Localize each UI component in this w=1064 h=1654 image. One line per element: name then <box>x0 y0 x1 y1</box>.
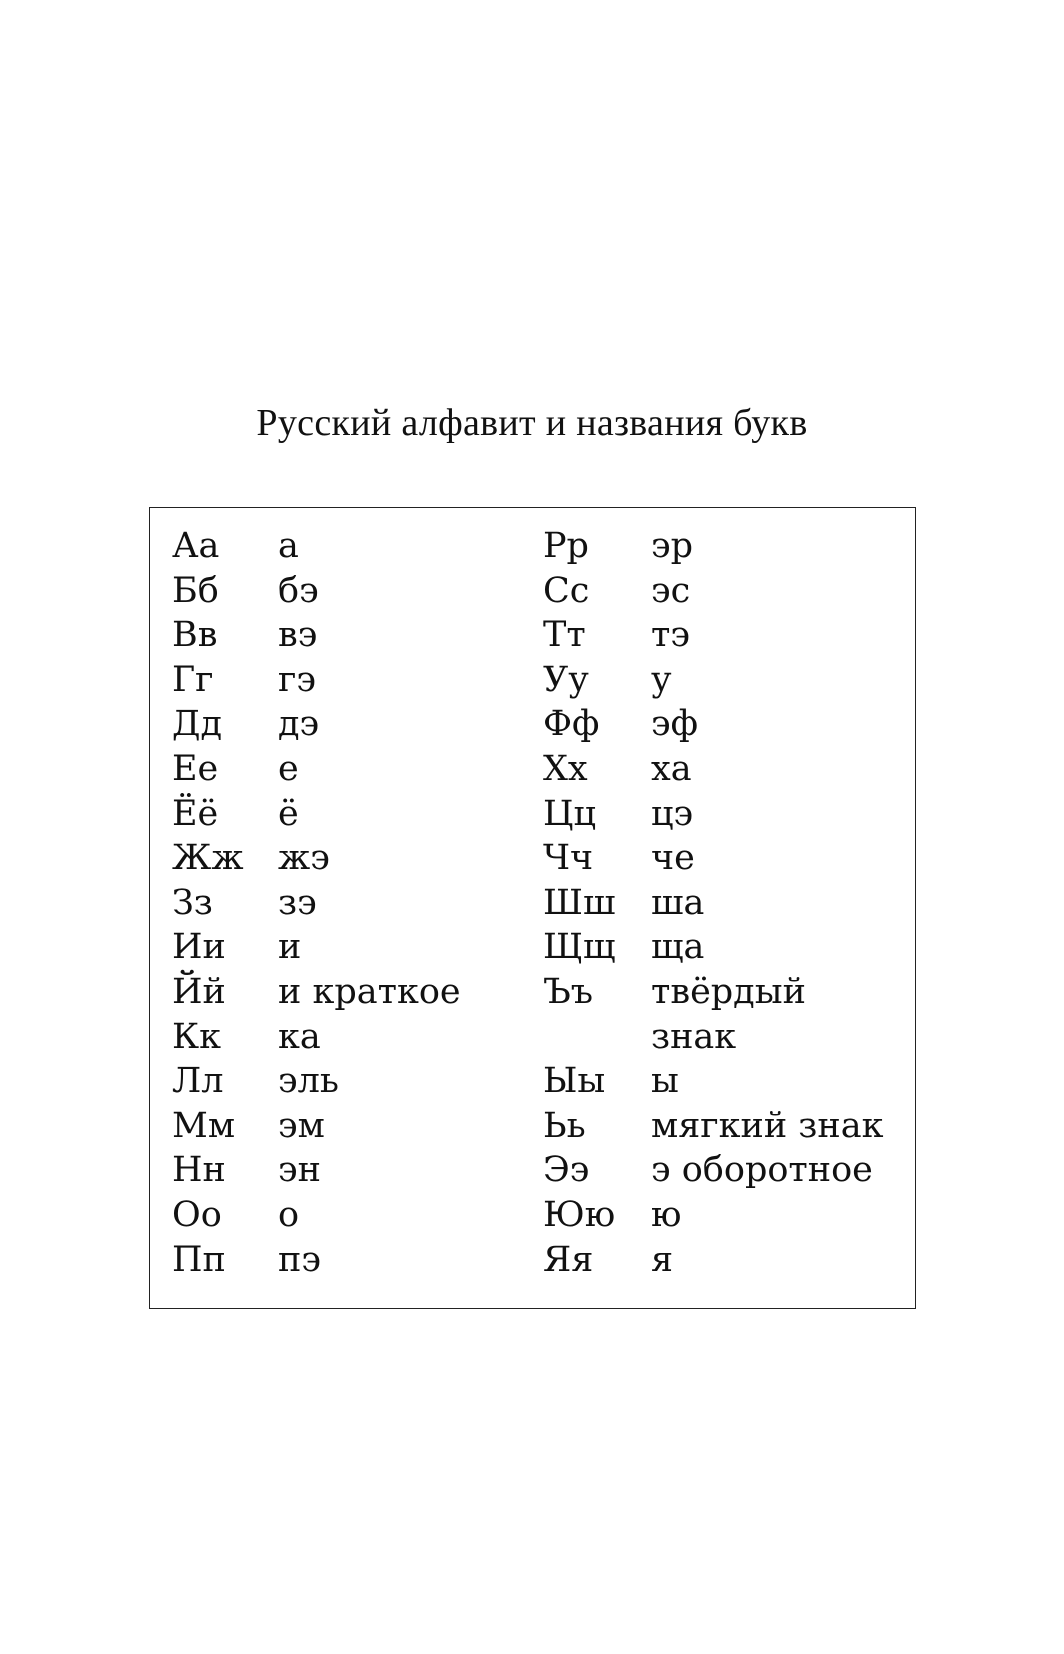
letter: Уу <box>543 659 589 700</box>
letter-name: о <box>278 1194 300 1235</box>
letter: Ее <box>172 748 219 789</box>
letter: Ии <box>172 927 226 968</box>
letter-name: эс <box>651 570 691 611</box>
letter: Зз <box>172 882 213 923</box>
letter-name: и <box>278 927 302 968</box>
letter: Цц <box>543 793 597 834</box>
letter-name: ка <box>278 1016 321 1057</box>
letter: Ъъ <box>543 971 594 1012</box>
letter: Оо <box>172 1194 222 1235</box>
letter-name: вэ <box>278 615 318 656</box>
letter: Бб <box>172 570 219 611</box>
letter-name: и краткое <box>278 971 461 1012</box>
letter-name: мягкий знак <box>651 1105 884 1146</box>
letter: Щщ <box>543 927 616 968</box>
letter-name: ха <box>651 748 692 789</box>
letter: Фф <box>543 704 600 745</box>
letter-name: жэ <box>278 838 330 879</box>
letter: Тт <box>543 615 586 656</box>
letter-name: зэ <box>278 882 317 923</box>
letter-name: тэ <box>651 615 690 656</box>
letter-name: бэ <box>278 570 319 611</box>
letter-name: эр <box>651 526 694 566</box>
letter: Мм <box>172 1105 236 1146</box>
letter-name: пэ <box>278 1239 321 1280</box>
letter: Чч <box>543 838 594 879</box>
letter: Сс <box>543 570 590 611</box>
letter: Гг <box>172 659 214 700</box>
letter-name: эль <box>278 1061 339 1102</box>
letter-name: ща <box>651 927 705 968</box>
letter-name: а <box>278 526 299 566</box>
letter: Юю <box>543 1194 616 1235</box>
letter: Ээ <box>543 1150 590 1191</box>
letter-name: э оборотное <box>651 1150 873 1191</box>
letter: Кк <box>172 1016 221 1057</box>
letter-name: ё <box>278 793 299 834</box>
letter: Ыы <box>543 1061 606 1102</box>
alphabet-table <box>149 507 916 1309</box>
letter-name: цэ <box>651 793 694 834</box>
letter-name: эн <box>278 1150 321 1191</box>
letter: Вв <box>172 615 218 656</box>
letter-name: гэ <box>278 659 316 700</box>
letter-name: ша <box>651 882 705 923</box>
letter: Дд <box>172 704 223 745</box>
letter-name: твёрдый <box>651 971 806 1012</box>
letter-name: знак <box>651 1016 737 1057</box>
letter: Шш <box>543 882 616 923</box>
letter-name: я <box>651 1239 674 1280</box>
letter: Рр <box>543 526 589 566</box>
letter-name: дэ <box>278 704 320 745</box>
letter: Аа <box>172 526 220 566</box>
letter: Пп <box>172 1239 226 1280</box>
letter: Ёё <box>172 793 219 834</box>
letter-name: у <box>651 659 672 700</box>
letter: Хх <box>543 748 588 789</box>
letter: Йй <box>172 971 226 1012</box>
letter: Яя <box>543 1239 594 1280</box>
letter: Жж <box>172 838 244 879</box>
page-title: Русский алфавит и названия букв <box>256 402 808 444</box>
letter-name: е <box>278 748 299 789</box>
letter: Лл <box>172 1061 224 1102</box>
letter-name: эф <box>651 704 698 745</box>
letter: Ьь <box>543 1105 586 1146</box>
letter-name: эм <box>278 1105 325 1146</box>
letter: Нн <box>172 1150 226 1191</box>
letter-name: ю <box>651 1194 682 1235</box>
letter-name: че <box>651 838 695 879</box>
letter-name: ы <box>651 1061 679 1102</box>
